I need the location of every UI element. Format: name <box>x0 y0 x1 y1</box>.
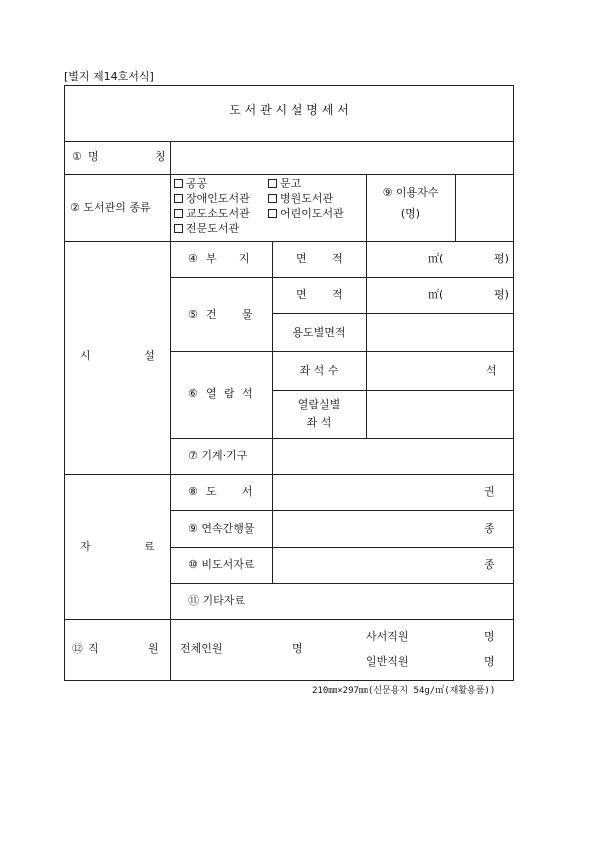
checkbox-icon <box>268 194 277 203</box>
site-area-label-b: 적 <box>332 252 343 265</box>
reading-label-a: 열 <box>206 387 217 400</box>
option-hospital[interactable]: 병원도서관 <box>268 192 333 206</box>
column-divider <box>366 241 367 438</box>
general-staff-unit: 명 <box>484 655 495 668</box>
facility-form <box>64 85 514 681</box>
checkbox-icon <box>268 209 277 218</box>
materials-label-b: 료 <box>144 540 155 553</box>
option-mungo[interactable]: 문고 <box>268 177 301 191</box>
reading-label-b: 람 <box>224 387 235 400</box>
staff-label-b: 원 <box>148 642 159 655</box>
serials-label: ⑨ 연속간행물 <box>188 522 255 535</box>
checkbox-icon <box>174 209 183 218</box>
divider <box>272 390 514 391</box>
site-label-number: ④ <box>188 252 198 265</box>
building-label-a: 건 <box>206 308 217 321</box>
books-label-b: 서 <box>242 485 253 498</box>
divider <box>170 510 514 511</box>
books-label-number: ⑧ <box>188 485 198 498</box>
divider <box>170 277 514 278</box>
option-public[interactable]: 공공 <box>174 177 207 191</box>
site-area-label-a: 면 <box>296 252 307 265</box>
divider <box>170 583 514 584</box>
site-label-a: 부 <box>206 252 217 265</box>
building-area-unit-sqm: ㎡( <box>428 288 444 301</box>
name-label-b: 칭 <box>155 150 166 163</box>
checkbox-icon <box>174 194 183 203</box>
divider <box>170 547 514 548</box>
books-unit: 권 <box>484 485 495 498</box>
total-staff-label: 전체인원 <box>180 642 223 655</box>
nonbook-unit: 종 <box>484 558 495 571</box>
staff-label-a: 직 <box>88 642 99 655</box>
users-label: ⑨ 이용자수 <box>382 186 439 199</box>
divider <box>170 438 514 439</box>
divider <box>170 351 514 352</box>
building-label-b: 물 <box>242 308 253 321</box>
seats-by-room-label-2: 좌 석 <box>306 416 332 429</box>
border-right <box>513 85 514 681</box>
facility-label-a: 시 <box>80 349 91 362</box>
divider <box>64 174 514 175</box>
books-label-a: 도 <box>206 485 217 498</box>
building-area-label-b: 적 <box>332 288 343 301</box>
reading-label-c: 석 <box>242 387 253 400</box>
name-label-a: 명 <box>88 150 99 163</box>
divider <box>64 619 514 620</box>
building-area-label-a: 면 <box>296 288 307 301</box>
total-staff-unit: 명 <box>292 642 303 655</box>
option-prison[interactable]: 교도소도서관 <box>174 207 250 221</box>
option-children[interactable]: 어린이도서관 <box>268 207 344 221</box>
column-divider <box>272 241 273 583</box>
site-area-unit-sqm: ㎡( <box>428 252 444 265</box>
general-staff-label: 일반직원 <box>366 655 409 668</box>
name-label-number: ① <box>72 150 82 163</box>
library-type-label: ② 도서관의 종류 <box>70 201 151 214</box>
librarian-staff-unit: 명 <box>484 630 495 643</box>
building-area-unit-pyeong: 평) <box>494 288 509 301</box>
paper-spec-footer: 210㎜×297㎜(신문용지 54g/㎡(재활용품)) <box>312 686 496 696</box>
users-unit: (명) <box>400 207 421 220</box>
border-bottom <box>64 680 514 681</box>
checkbox-icon <box>174 224 183 233</box>
materials-label-a: 자 <box>80 540 91 553</box>
option-special[interactable]: 전문도서관 <box>174 222 239 236</box>
column-divider <box>170 141 171 680</box>
site-label-b: 지 <box>239 252 250 265</box>
facility-label-b: 설 <box>144 349 155 362</box>
checkbox-icon <box>268 179 277 188</box>
building-label-number: ⑤ <box>188 308 198 321</box>
border-top <box>64 85 514 86</box>
form-title: 도 서 관 시 설 명 세 서 <box>229 103 349 117</box>
staff-label-number: ⑫ <box>72 642 83 655</box>
seat-count-unit: 석 <box>486 364 497 377</box>
column-divider <box>455 174 456 241</box>
option-disabled[interactable]: 장애인도서관 <box>174 192 250 206</box>
reading-label-number: ⑥ <box>188 387 198 400</box>
divider <box>64 141 514 142</box>
serials-unit: 종 <box>484 522 495 535</box>
checkbox-icon <box>174 179 183 188</box>
usage-area-label: 용도별면적 <box>292 326 346 339</box>
form-number: [별지 제14호서식] <box>64 70 154 83</box>
nonbook-label: ⑩ 비도서자료 <box>188 558 255 571</box>
librarian-staff-label: 사서직원 <box>366 630 409 643</box>
border-left <box>64 85 65 681</box>
seat-count-label: 좌 석 수 <box>299 364 339 377</box>
divider <box>64 241 514 242</box>
other-materials-label: ⑪ 기타자료 <box>188 594 246 607</box>
divider <box>272 313 514 314</box>
site-area-unit-pyeong: 평) <box>494 252 509 265</box>
seats-by-room-label: 열람실별 <box>297 398 341 411</box>
divider <box>64 474 514 475</box>
equipment-label: ⑦ 기계·기구 <box>188 449 248 462</box>
